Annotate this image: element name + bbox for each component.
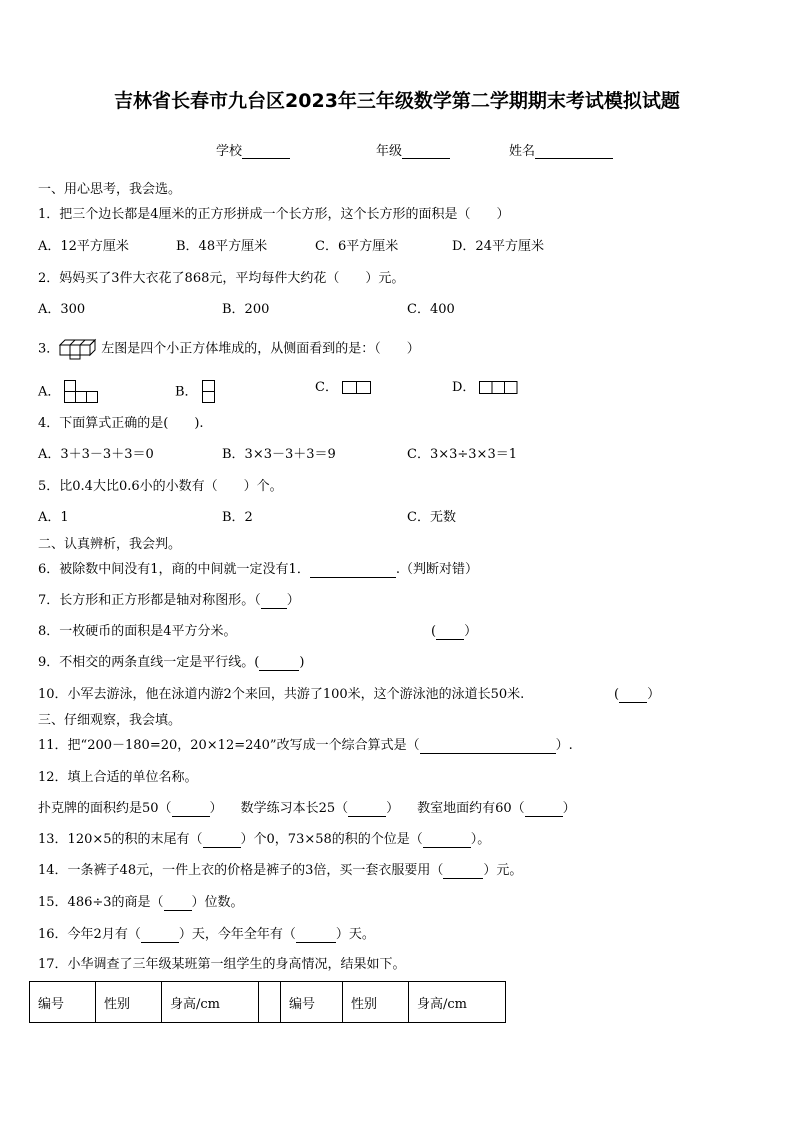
q3-option-b xyxy=(175,380,216,404)
header-height-1: 身高/cm xyxy=(162,982,259,1023)
q1-option-b: B．48平方厘米 xyxy=(176,239,268,254)
question-10 xyxy=(38,687,524,703)
q12-a-blank[interactable] xyxy=(172,803,210,817)
q1-option-d: D．24平方厘米 xyxy=(452,239,544,254)
question-2: 2．妈妈买了3件大衣花了868元，平均每件大约花（ ）元。 xyxy=(38,271,405,286)
q11-text: 11．把“200－180=20，20×12=240”改写成一个综合算式是（ xyxy=(38,738,420,753)
q14-suffix: ）元。 xyxy=(483,863,523,878)
q9-suffix: ) xyxy=(299,655,305,670)
q2-option-a: A．300 xyxy=(38,302,86,317)
q7-text: 7．长方形和正方形都是轴对称图形。（ xyxy=(38,593,261,608)
cube-stack-figure xyxy=(59,338,101,360)
q14-text: 14．一条裤子48元，一件上衣的价格是裤子的3倍，买一套衣服要用（ xyxy=(38,863,444,878)
school-label: 学校 xyxy=(216,144,243,159)
header-gender-1: 性别 xyxy=(96,982,162,1023)
q8-text: 8．一枚硬币的面积是4平方分米。 xyxy=(38,624,237,639)
q12-c-text: 教室地面约有60（ xyxy=(417,801,525,816)
q10-answer: ( ） xyxy=(614,687,661,702)
q3-option-a xyxy=(38,380,100,404)
q12-c-blank[interactable] xyxy=(525,803,563,817)
header-spacer xyxy=(259,982,281,1023)
q9-answer-blank[interactable] xyxy=(259,657,299,671)
q12-a-text: 扑克牌的面积约是50（ xyxy=(38,801,172,816)
q1-option-c: C．6平方厘米 xyxy=(315,239,399,254)
q5-option-c: C．无数 xyxy=(407,510,456,525)
question-7 xyxy=(38,593,300,609)
q16-text-2: ）天，今年全年有（ xyxy=(178,927,296,942)
section-3-title: 三、仔细观察，我会填。 xyxy=(38,713,182,728)
q10-text: 10．小军去游泳，他在泳道内游2个来回，共游了100米，这个游泳池的泳道长50米. xyxy=(38,687,525,702)
question-12-blanks xyxy=(38,801,576,817)
header-id-1: 编号 xyxy=(30,982,96,1023)
q3-option-b-figure xyxy=(202,380,216,404)
section-2-title: 二、认真辨析，我会判。 xyxy=(38,537,182,552)
q3-option-c-figure xyxy=(342,381,372,395)
q4-option-b: B．3×3－3＋3＝9 xyxy=(222,447,336,462)
q12-b-close: ） xyxy=(386,801,400,816)
question-14 xyxy=(38,863,522,879)
question-8 xyxy=(38,624,237,640)
school-field xyxy=(216,140,290,159)
question-9 xyxy=(38,655,304,671)
q3-number: 3． xyxy=(38,341,60,357)
q5-option-a: A．1 xyxy=(38,510,69,525)
q2-option-b: B．200 xyxy=(222,302,270,317)
q7-answer-blank[interactable] xyxy=(261,595,287,609)
q11-suffix: ）. xyxy=(555,738,573,753)
q14-answer-blank[interactable] xyxy=(443,865,483,879)
q8-answer: ( ） xyxy=(431,624,478,639)
q3-text: 左图是四个小正方体堆成的，从侧面看到的是：（ ） xyxy=(101,341,420,357)
q15-suffix: ）位数。 xyxy=(191,895,244,910)
q3-option-d xyxy=(452,380,519,396)
q1-option-a: A．12平方厘米 xyxy=(38,239,129,254)
q13-text-3: ）。 xyxy=(470,832,491,847)
question-17: 17．小华调查了三年级某班第一组学生的身高情况，结果如下。 xyxy=(38,957,406,972)
q3-option-a-figure xyxy=(64,380,100,404)
q8-suffix: ） xyxy=(464,624,478,639)
header-height-2: 身高/cm xyxy=(409,982,506,1023)
grade-label: 年级 xyxy=(376,144,403,159)
question-16 xyxy=(38,927,375,943)
q9-text: 9．不相交的两条直线一定是平行线。( xyxy=(38,655,260,670)
question-1: 1．把三个边长都是4厘米的正方形拼成一个长方形，这个长方形的面积是（ ） xyxy=(38,207,510,222)
page-title: 吉林省长春市九台区2023年三年级数学第二学期期末考试模拟试题 xyxy=(114,90,680,112)
question-12: 12．填上合适的单位名称。 xyxy=(38,770,198,785)
q4-option-a: A．3＋3－3＋3＝0 xyxy=(38,447,154,462)
q6-text: 6．被除数中间没有1，商的中间就一定没有1． xyxy=(38,562,310,577)
school-blank[interactable] xyxy=(242,144,290,159)
q13-text-1: 13．120×5的积的末尾有（ xyxy=(38,832,203,847)
q4-option-c: C．3×3÷3×3＝1 xyxy=(407,447,517,462)
height-survey-table xyxy=(29,981,506,1023)
question-5: 5．比0.4大比0.6小的小数有（ ）个。 xyxy=(38,479,283,494)
q6-suffix: .（判断对错） xyxy=(395,562,478,577)
q3-option-c-label: C． xyxy=(315,380,338,395)
q13-text-2: ）个0，73×58的积的个位是（ xyxy=(240,832,423,847)
question-13 xyxy=(38,832,490,848)
name-blank[interactable] xyxy=(535,144,613,159)
question-11 xyxy=(38,738,573,754)
table-header-row xyxy=(30,982,506,1023)
q13-blank-1[interactable] xyxy=(203,834,241,848)
header-gender-2: 性别 xyxy=(343,982,409,1023)
q10-suffix: ） xyxy=(647,687,661,702)
section-1-title: 一、用心思考，我会选。 xyxy=(38,182,182,197)
q2-option-c: C．400 xyxy=(407,302,455,317)
name-field xyxy=(509,140,613,159)
q3-option-d-label: D． xyxy=(452,380,476,395)
header-id-2: 编号 xyxy=(281,982,343,1023)
q10-answer-blank[interactable] xyxy=(619,689,647,703)
q16-blank-2[interactable] xyxy=(296,929,336,943)
q3-option-a-label: A． xyxy=(38,384,61,400)
q7-suffix: ） xyxy=(286,593,300,608)
name-label: 姓名 xyxy=(509,144,536,159)
q16-blank-1[interactable] xyxy=(141,929,179,943)
q11-answer-blank[interactable] xyxy=(420,740,556,754)
q3-option-c xyxy=(315,380,372,396)
q12-a-close: ） xyxy=(209,801,223,816)
q13-blank-2[interactable] xyxy=(423,834,471,848)
q3-option-d-figure xyxy=(479,381,519,395)
question-4: 4．下面算式正确的是( ). xyxy=(38,416,204,431)
q16-text-3: ）天。 xyxy=(335,927,375,942)
question-15 xyxy=(38,895,244,911)
grade-blank[interactable] xyxy=(402,144,450,159)
q12-b-text: 数学练习本长25（ xyxy=(240,801,349,816)
q6-answer-blank[interactable] xyxy=(310,564,396,578)
q12-c-close: ） xyxy=(562,801,576,816)
grade-field xyxy=(376,140,450,159)
question-3 xyxy=(38,338,420,360)
q15-answer-blank[interactable] xyxy=(164,897,192,911)
q5-option-b: B．2 xyxy=(222,510,253,525)
q16-text-1: 16．今年2月有（ xyxy=(38,927,141,942)
q8-answer-blank[interactable] xyxy=(436,626,464,640)
question-6 xyxy=(38,562,478,578)
q15-text: 15．486÷3的商是（ xyxy=(38,895,164,910)
q12-b-blank[interactable] xyxy=(348,803,386,817)
q3-option-b-label: B． xyxy=(175,384,198,400)
